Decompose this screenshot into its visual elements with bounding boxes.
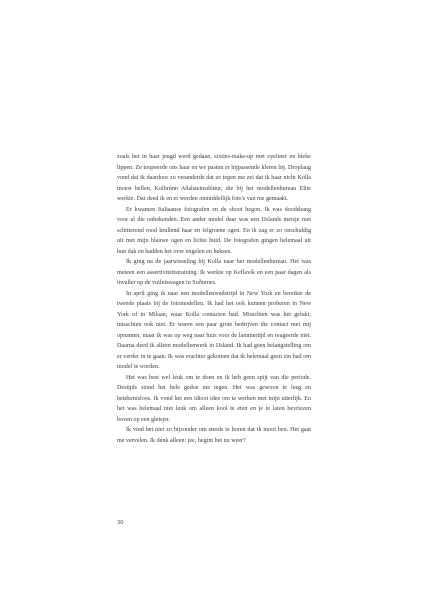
page-number: 30 [117,519,124,526]
paragraph-1: zoals het in haar jeugd werd gedaan, sixties-make-up met eyeliner en bleke lippen. Ze toupeerde ons haar en we pasten er bijpassende kleren bij. Droplaug vond dat ik daardoor zo veranderde dat ze tegen me zei dat ik haar nicht Kolla moest bellen, Kolbrúnn Aðalsteinsdóttur, die bij het modellenbureau Elite werkte. Dat deed ik en er werden onmiddellijk foto's van me gemaakt. [117,154,311,202]
body-text [117,152,311,446]
paragraph-5: Het was best wel leuk om te doen en ik heb geen spijt van die periode. Destijds stond het hele gedoe me tegen. Het was gewoon te leeg en betekenisloos. Ik vond het een idioot idee om te werken met mijn uiterlijk. En het was helemaal niet leuk om alleen kool te eten en je te laten bevriezen boven op een gletsjer. [117,374,311,423]
paragraph-3: Ik ging na de jaarwisseling bij Kolla naar het modellenbureau. Het was meteen een assertiviteitstraining. Ik werkte op Keflavík en een paar dagen als invaller op de vuilniswagen in Suðurnes. [117,259,311,286]
paragraph-2: Er kwamen Italiaanse fotografen en de shoot begon. Ik was doodsbang voor al die onbekenden. Een ander model daar was een IJslands meisje met schitterend rood krullend haar en felgroene ogen. En ik zag er zo onschuldig uit met mijn blauwe ogen en lichte huid. De fotografen gingen helemaal uit hun dak en hadden het over engelen en heksen. [117,206,311,255]
paragraph-6: Ik vind het niet zo bijzonder om steeds te horen dat ik mooi ben. Het gaat me vervelen. Ik denk alleen: jee, begint het nu weer? [117,427,311,444]
paragraph-4: In april ging ik naar een modellenwedstrijd in New York en bereikte de tweede plaats bij de fotomodellen. Ik had het ook kunnen proberen in New York of in Milaan, waar Kolla contacten had. Misschien was het gelukt, misschien ook niet. Er waren een paar grote bedrijven die contact met mij opnamen, maar ik was op weg naar huis voor de lammertijd en reageerde niet. Daarna deed ik alleen modellenwerk in IJsland. Ik had geen belangstelling om er verder in te gaan. Ik was erachter gekomen dat ik helemaal geen zin had om model te worden. [117,290,311,370]
